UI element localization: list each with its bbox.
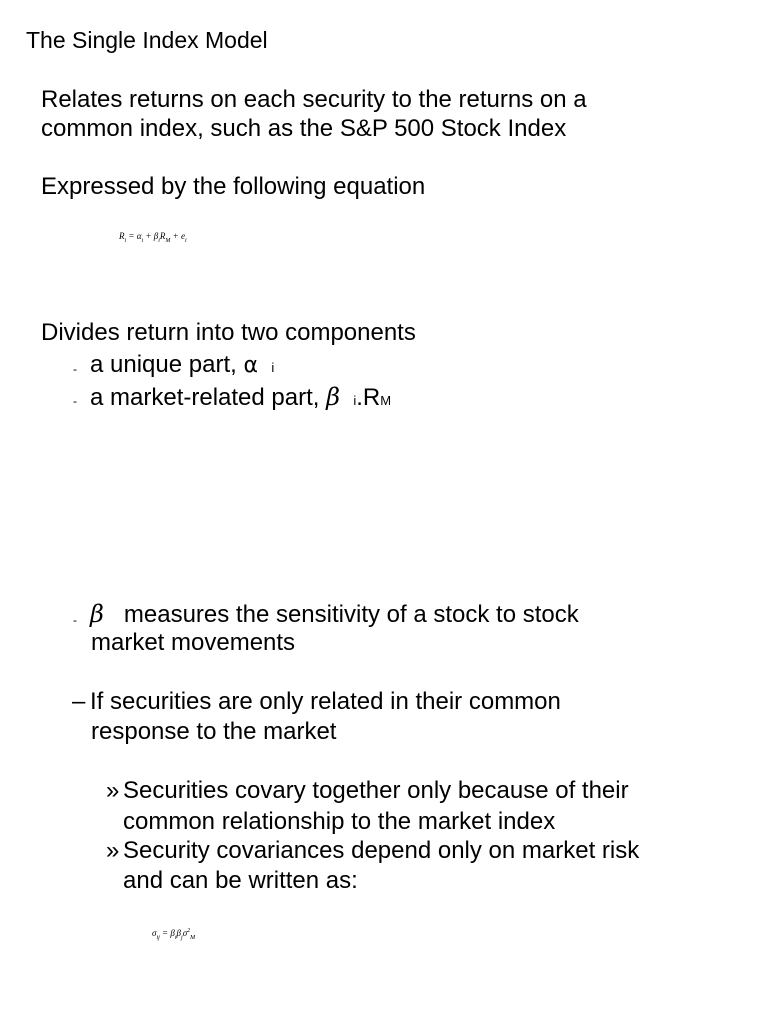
dash-marker: -: [73, 394, 77, 408]
if-securities-line-1: If securities are only related in their common: [90, 688, 561, 715]
intro-line-2: common index, such as the S&P 500 Stock Index: [41, 115, 567, 142]
beta-symbol: β: [90, 600, 104, 628]
intro-line-1: Relates returns on each security to the returns on a: [41, 86, 587, 113]
bullet-1-line-2: common relationship to the market index: [123, 808, 556, 835]
bullet-1-line-1: Securities covary together only because of their: [123, 777, 629, 804]
divides-heading: Divides return into two components: [41, 319, 416, 346]
bullet-marker: »: [106, 837, 120, 864]
page-title: The Single Index Model: [26, 27, 268, 53]
beta-measures-line-1: β measures the sensitivity of a stock to stock: [90, 600, 579, 628]
bullet-2-line-1: Security covariances depend only on market risk: [123, 837, 640, 864]
unique-part-item: a unique part, α i: [90, 351, 275, 378]
dash-marker: -: [73, 362, 77, 376]
if-securities-line-2: response to the market: [91, 718, 337, 745]
beta-measures-line-2: market movements: [91, 629, 296, 656]
market-part-item: a market-related part, β i.RM: [90, 383, 392, 411]
bullet-marker: »: [106, 777, 120, 804]
single-index-equation: $R_i = \alpha_i + \beta_iR_M + e_i$: [119, 231, 187, 244]
expressed-heading: Expressed by the following equation: [41, 173, 426, 200]
alpha-symbol: α: [243, 353, 258, 378]
dash-marker: –: [72, 688, 86, 715]
beta-symbol: β: [326, 383, 340, 411]
covariance-equation: $\sigma_{ij} = \beta_i\beta_j\sigma^2_M$: [152, 928, 196, 941]
dash-marker: -: [73, 613, 77, 627]
bullet-2-line-2: and can be written as:: [123, 867, 358, 894]
